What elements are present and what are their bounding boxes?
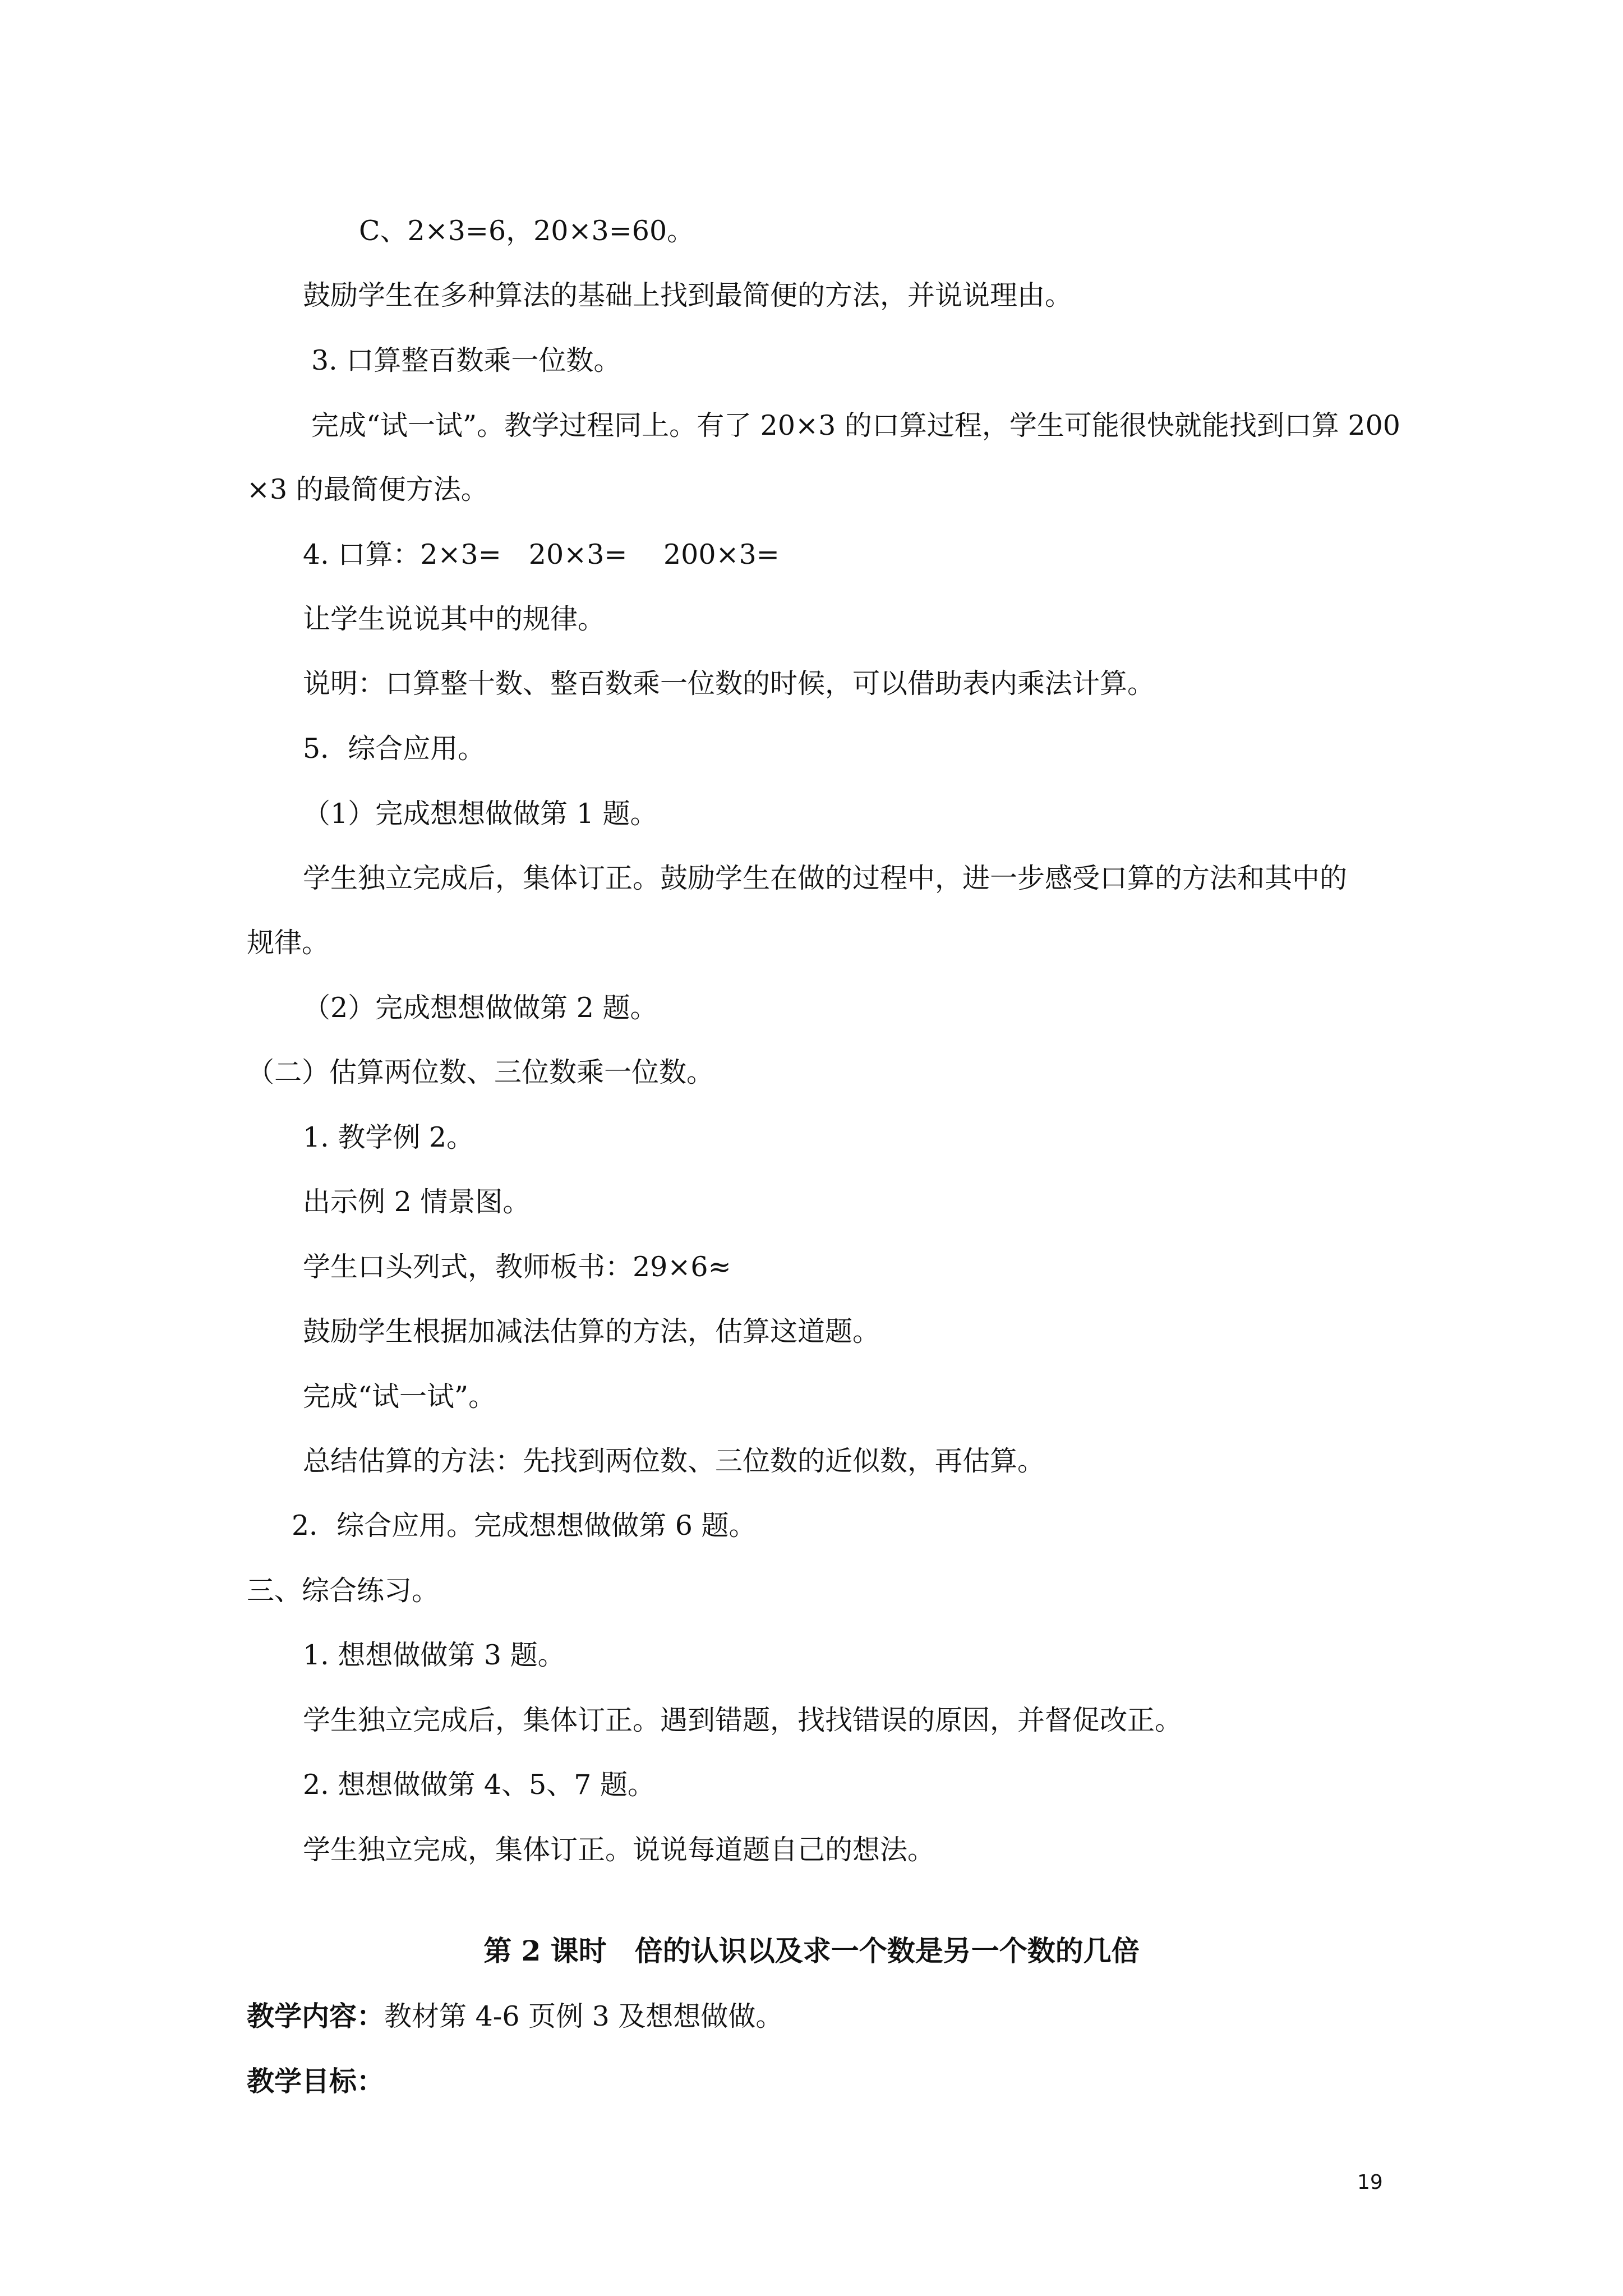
text-line: 让学生说说其中的规律。 — [303, 603, 606, 635]
text-line: 3. 口算整百数乘一位数。 — [311, 344, 621, 376]
text-line: C、2×3=6，20×3=60。 — [359, 215, 695, 247]
text-line: 学生独立完成后，集体订正。遇到错题，找找错误的原因，并督促改正。 — [303, 1704, 1183, 1736]
text-line: （1）完成想想做做第 1 题。 — [303, 798, 658, 830]
goal-label: 教学目标： — [247, 2065, 385, 2097]
text-line: 4. 口算：2×3= 20×3= 200×3= — [303, 539, 780, 570]
text-line: 学生独立完成，集体订正。说说每道题自己的想法。 — [303, 1834, 935, 1866]
text-line: 鼓励学生根据加减法估算的方法，估算这道题。 — [303, 1315, 880, 1347]
text-line: 学生口头列式，教师板书：29×6≈ — [303, 1251, 731, 1283]
text-line: （二）估算两位数、三位数乘一位数。 — [247, 1056, 714, 1088]
text-line: 学生独立完成后，集体订正。鼓励学生在做的过程中，进一步感受口算的方法和其中的 — [303, 862, 1348, 894]
text-line: 5．综合应用。 — [303, 733, 486, 765]
text-line: 说明：口算整十数、整百数乘一位数的时候，可以借助表内乘法计算。 — [303, 668, 1155, 700]
text-line: 2．综合应用。完成想想做做第 6 题。 — [292, 1510, 757, 1542]
text-line: 完成“试一试”。 — [303, 1381, 496, 1412]
text-line: 三、综合练习。 — [247, 1575, 440, 1607]
section-title: 第 2 课时 倍的认识以及求一个数是另一个数的几倍 — [483, 1934, 1140, 1967]
text-line: ×3 的最简便方法。 — [247, 473, 488, 505]
text-line: 1. 想想做做第 3 题。 — [303, 1639, 565, 1671]
text-line: 出示例 2 情景图。 — [303, 1186, 531, 1218]
text-line: 完成“试一试”。教学过程同上。有了 20×3 的口算过程，学生可能很快就能找到口算 200 — [311, 409, 1400, 441]
text-line: 1. 教学例 2。 — [303, 1121, 474, 1153]
text-line: （2）完成想想做做第 2 题。 — [303, 992, 658, 1024]
text-line: 鼓励学生在多种算法的基础上找到最简便的方法，并说说理由。 — [303, 279, 1073, 311]
content-line — [247, 1999, 783, 2033]
text-line: 规律。 — [247, 927, 330, 959]
text-line: 总结估算的方法：先找到两位数、三位数的近似数，再估算。 — [303, 1445, 1045, 1477]
page-number: 19 — [1357, 2171, 1383, 2194]
text-line: 2. 想想做做第 4、5、7 题。 — [303, 1769, 656, 1801]
content-label: 教学内容： — [247, 2000, 385, 2032]
content-text: 教材第 4-6 页例 3 及想想做做。 — [384, 2000, 783, 2032]
